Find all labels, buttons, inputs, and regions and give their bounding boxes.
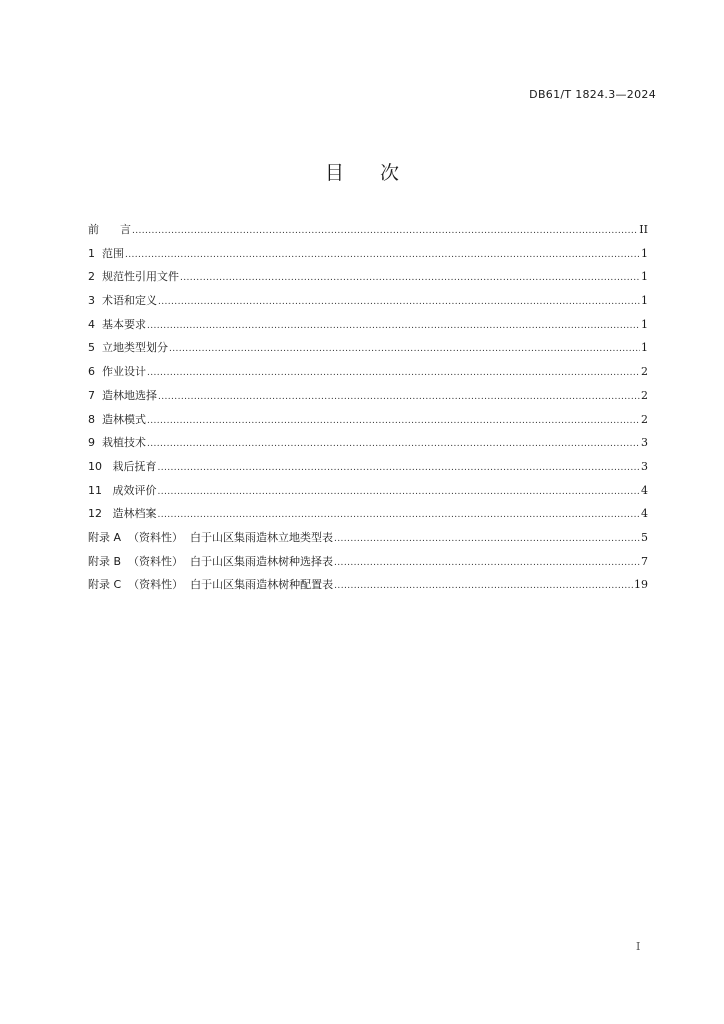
toc-entry-1[interactable]	[88, 242, 648, 266]
toc-leader-dots	[147, 410, 640, 434]
toc-entry-label: 10 栽后抚育	[88, 459, 157, 473]
toc-leader-dots	[334, 552, 640, 576]
toc-entry-5[interactable]	[88, 336, 648, 360]
toc-entry-page: 7	[641, 554, 648, 568]
page-number: I	[636, 940, 641, 953]
toc-entry-page: 2	[641, 388, 648, 402]
toc-entry-label: 9 栽植技术	[88, 436, 146, 450]
toc-leader-dots	[334, 575, 633, 599]
toc-entry-foreword[interactable]	[88, 218, 648, 242]
toc-entry-page: 1	[641, 317, 648, 331]
toc-entry-label: 附录 B （资料性） 白于山区集雨造林树种选择表	[88, 554, 334, 568]
toc-entry-page: 19	[634, 578, 648, 592]
toc-leader-dots	[147, 433, 640, 457]
toc-entry-page: 2	[641, 412, 648, 426]
toc-leader-dots	[334, 528, 640, 552]
toc-entry-10[interactable]	[88, 455, 648, 479]
page-title: 目次	[324, 162, 435, 184]
toc-entry-page: 3	[641, 436, 648, 450]
toc-entry-label: 7 造林地选择	[88, 388, 157, 402]
table-of-contents	[88, 218, 648, 597]
toc-entry-label: 附录 A （资料性） 白于山区集雨造林立地类型表	[88, 530, 334, 544]
toc-entry-page: 4	[641, 483, 648, 497]
toc-leader-dots	[125, 244, 640, 268]
toc-entry-label: 11 成效评价	[88, 483, 157, 497]
toc-entry-label: 12 造林档案	[88, 507, 157, 521]
toc-entry-appendix-b[interactable]	[88, 550, 648, 574]
toc-leader-dots	[180, 267, 640, 291]
toc-entry-11[interactable]	[88, 479, 648, 503]
toc-entry-page: 5	[641, 530, 648, 544]
toc-entry-8[interactable]	[88, 408, 648, 432]
toc-entry-page: II	[639, 223, 648, 236]
toc-entry-label: 前 言	[88, 223, 131, 236]
toc-entry-label: 附录 C （资料性） 白于山区集雨造林树种配置表	[88, 578, 334, 592]
toc-entry-page: 2	[641, 365, 648, 379]
toc-entry-label: 1 范围	[88, 246, 124, 260]
toc-entry-label: 3 术语和定义	[88, 294, 157, 308]
toc-entry-page: 1	[641, 270, 648, 284]
toc-entry-page: 3	[641, 459, 648, 473]
toc-leader-dots	[158, 457, 641, 481]
toc-entry-9[interactable]	[88, 431, 648, 455]
toc-entry-3[interactable]	[88, 289, 648, 313]
toc-leader-dots	[158, 291, 640, 315]
toc-leader-dots	[169, 338, 640, 362]
toc-entry-page: 4	[641, 507, 648, 521]
toc-entry-label: 4 基本要求	[88, 317, 146, 331]
toc-entry-12[interactable]	[88, 502, 648, 526]
toc-leader-dots	[147, 362, 640, 386]
toc-leader-dots	[158, 504, 641, 528]
toc-entry-6[interactable]	[88, 360, 648, 384]
toc-leader-dots	[158, 481, 641, 505]
toc-entry-label: 6 作业设计	[88, 365, 146, 379]
toc-leader-dots	[158, 386, 640, 410]
toc-entry-4[interactable]	[88, 313, 648, 337]
toc-leader-dots	[132, 220, 638, 244]
toc-entry-7[interactable]	[88, 384, 648, 408]
toc-entry-page: 1	[641, 341, 648, 355]
toc-entry-appendix-a[interactable]	[88, 526, 648, 550]
toc-entry-label: 8 造林模式	[88, 412, 146, 426]
toc-leader-dots	[147, 315, 640, 339]
toc-entry-label: 2 规范性引用文件	[88, 270, 179, 284]
toc-entry-page: 1	[641, 294, 648, 308]
toc-entry-page: 1	[641, 246, 648, 260]
toc-entry-label: 5 立地类型划分	[88, 341, 168, 355]
toc-entry-2[interactable]	[88, 265, 648, 289]
toc-entry-appendix-c[interactable]	[88, 573, 648, 597]
document-code: DB61/T 1824.3—2024	[529, 88, 656, 101]
